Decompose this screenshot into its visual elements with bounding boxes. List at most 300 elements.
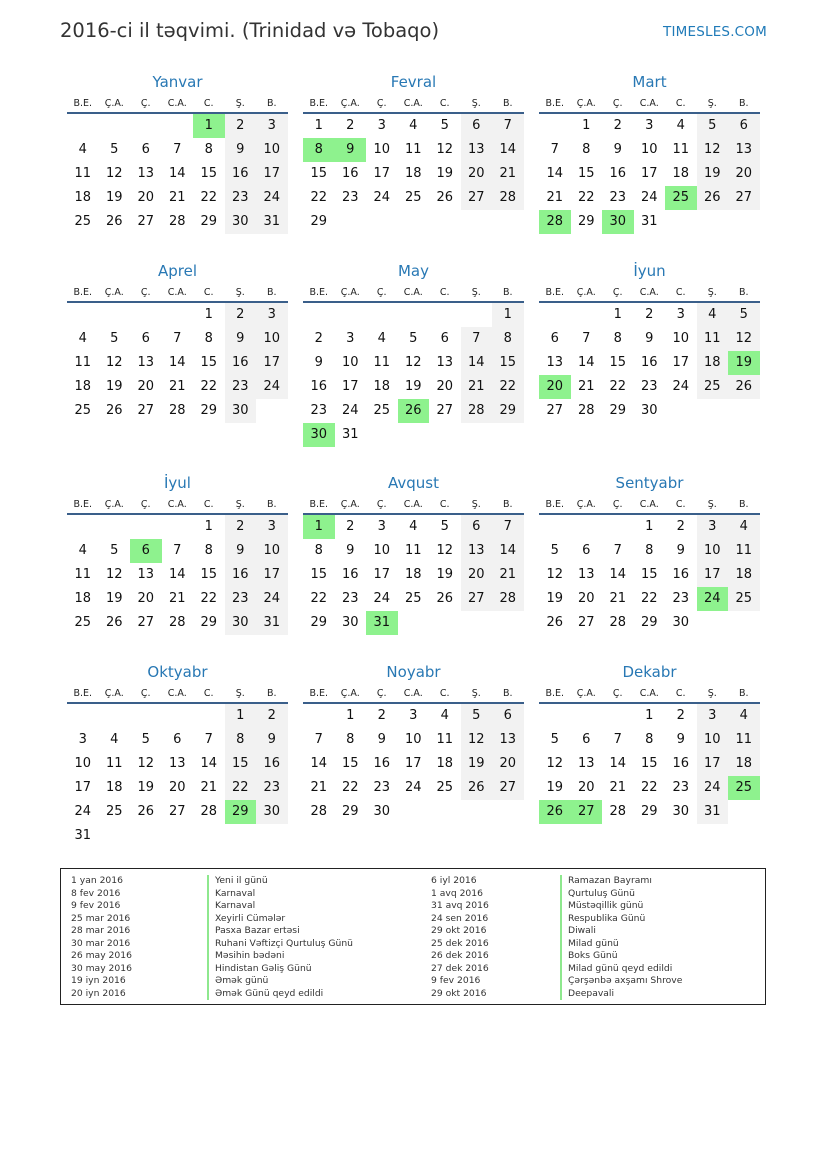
day-cell: 2 xyxy=(225,515,257,539)
day-cell: 26 xyxy=(137,804,155,819)
empty-cell xyxy=(130,303,162,327)
day-cell: 9 xyxy=(346,543,355,558)
weekday-label: C. xyxy=(675,688,686,699)
weekday-label: Ş. xyxy=(471,688,481,699)
holiday-day-cell: 28 xyxy=(539,210,571,234)
holiday-date: 1 avq 2016 xyxy=(431,887,483,899)
day-cell: 13 xyxy=(577,756,595,771)
day-cell: 26 xyxy=(436,190,454,205)
day-cell: 21 xyxy=(609,591,627,606)
weekday-label: Ş. xyxy=(471,499,481,510)
weekday-label: Ç.A. xyxy=(576,287,596,298)
day-cell: 25 xyxy=(404,591,422,606)
weekday-label: C. xyxy=(675,98,686,109)
empty-cell xyxy=(162,303,194,327)
empty-cell xyxy=(602,704,634,728)
weekday-label: C.A. xyxy=(167,688,187,699)
day-cell: 25 xyxy=(373,403,391,418)
day-cell: 15 xyxy=(310,567,328,582)
day-cell: 9 xyxy=(645,331,654,346)
day-cell: 20 xyxy=(168,780,186,795)
holiday-day-cell: 1 xyxy=(193,114,225,138)
day-cell: 1 xyxy=(204,307,213,322)
day-cell: 10 xyxy=(256,138,288,162)
day-cell: 22 xyxy=(200,591,218,606)
day-cell: 2 xyxy=(314,331,323,346)
holiday-day-cell: 20 xyxy=(539,375,571,399)
holiday-dates-col-1 xyxy=(71,875,132,1000)
weekday-label: C.A. xyxy=(403,98,423,109)
day-cell: 31 xyxy=(341,427,359,442)
day-cell: 9 xyxy=(377,732,386,747)
day-cell: 18 xyxy=(373,379,391,394)
holiday-name: Yeni il günü xyxy=(207,875,353,888)
day-cell: 22 xyxy=(225,776,257,800)
weekday-label: B. xyxy=(502,499,513,510)
day-cell: 18 xyxy=(728,752,760,776)
day-cell: 28 xyxy=(492,587,524,611)
weekday-label: B. xyxy=(502,688,513,699)
empty-cell xyxy=(539,303,571,327)
weekday-label: B.E. xyxy=(73,688,93,699)
day-cell: 16 xyxy=(225,162,257,186)
day-cell: 19 xyxy=(697,162,729,186)
day-cell: 5 xyxy=(461,704,493,728)
day-cell: 21 xyxy=(200,780,218,795)
day-cell: 10 xyxy=(697,539,729,563)
weekday-label: Ş. xyxy=(235,287,245,298)
day-cell: 7 xyxy=(613,732,622,747)
day-cell: 4 xyxy=(78,142,87,157)
empty-cell xyxy=(539,515,571,539)
weekday-label: B. xyxy=(738,499,749,510)
weekday-header xyxy=(539,686,760,704)
day-cell: 24 xyxy=(256,375,288,399)
day-cell: 28 xyxy=(200,804,218,819)
day-cell: 27 xyxy=(137,214,155,229)
day-cell: 23 xyxy=(341,591,359,606)
day-cell: 20 xyxy=(577,780,595,795)
day-cell: 17 xyxy=(373,567,391,582)
day-cell: 6 xyxy=(141,331,150,346)
day-cell: 20 xyxy=(728,162,760,186)
weekday-label: Ş. xyxy=(235,98,245,109)
day-cell: 19 xyxy=(105,190,123,205)
day-cell: 1 xyxy=(346,708,355,723)
weekday-label: C.A. xyxy=(167,98,187,109)
weekday-label: Ç.A. xyxy=(340,98,360,109)
weekday-header xyxy=(67,497,288,515)
day-cell: 26 xyxy=(546,615,564,630)
day-cell: 30 xyxy=(672,615,690,630)
day-cell: 8 xyxy=(645,732,654,747)
day-cell: 5 xyxy=(440,118,449,133)
day-cell: 2 xyxy=(225,303,257,327)
day-cell: 27 xyxy=(168,804,186,819)
day-cell: 25 xyxy=(74,403,92,418)
empty-cell xyxy=(162,515,194,539)
day-cell: 12 xyxy=(137,756,155,771)
day-cell: 3 xyxy=(377,118,386,133)
month-calendar xyxy=(539,472,760,635)
holiday-date: 9 fev 2016 xyxy=(71,900,121,911)
month-name: İyun xyxy=(633,262,666,280)
day-cell: 6 xyxy=(582,543,591,558)
days-grid xyxy=(67,515,288,635)
day-cell: 3 xyxy=(645,118,654,133)
day-cell: 25 xyxy=(74,214,92,229)
day-cell: 22 xyxy=(341,780,359,795)
weekday-label: B.E. xyxy=(73,499,93,510)
day-cell: 15 xyxy=(341,756,359,771)
day-cell: 16 xyxy=(640,355,658,370)
day-cell: 15 xyxy=(609,355,627,370)
day-cell: 7 xyxy=(314,732,323,747)
month-calendar xyxy=(303,661,524,824)
day-cell: 31 xyxy=(256,210,288,234)
day-cell: 12 xyxy=(436,543,454,558)
day-cell: 7 xyxy=(613,543,622,558)
weekday-label: Ş. xyxy=(707,688,717,699)
empty-cell xyxy=(67,515,99,539)
weekday-label: Ç.A. xyxy=(104,287,124,298)
day-cell: 5 xyxy=(728,303,760,327)
weekday-header xyxy=(539,497,760,515)
weekday-label: Ş. xyxy=(707,98,717,109)
empty-cell xyxy=(366,303,398,327)
weekday-label: Ç. xyxy=(140,688,151,699)
day-cell: 17 xyxy=(404,756,422,771)
day-cell: 9 xyxy=(225,327,257,351)
day-cell: 8 xyxy=(582,142,591,157)
day-cell: 31 xyxy=(640,214,658,229)
holiday-name: Ramazan Bayramı xyxy=(560,875,682,888)
day-cell: 8 xyxy=(492,327,524,351)
empty-cell xyxy=(571,704,603,728)
day-cell: 22 xyxy=(200,190,218,205)
weekday-label: C.A. xyxy=(639,98,659,109)
empty-cell xyxy=(67,704,99,728)
day-cell: 23 xyxy=(256,776,288,800)
day-cell: 10 xyxy=(373,543,391,558)
day-cell: 1 xyxy=(314,118,323,133)
weekday-label: B. xyxy=(266,688,277,699)
day-cell: 21 xyxy=(546,190,564,205)
day-cell: 22 xyxy=(492,375,524,399)
empty-cell xyxy=(67,303,99,327)
month-name: May xyxy=(397,262,429,280)
day-cell: 21 xyxy=(168,379,186,394)
day-cell: 1 xyxy=(582,118,591,133)
day-cell: 13 xyxy=(492,728,524,752)
holiday-day-cell: 26 xyxy=(398,399,430,423)
days-grid xyxy=(67,303,288,423)
day-cell: 29 xyxy=(341,804,359,819)
month-calendar xyxy=(303,472,524,635)
day-cell: 17 xyxy=(697,752,729,776)
empty-cell xyxy=(162,114,194,138)
day-cell: 8 xyxy=(204,331,213,346)
day-cell: 16 xyxy=(373,756,391,771)
day-cell: 13 xyxy=(137,355,155,370)
day-cell: 21 xyxy=(310,780,328,795)
day-cell: 18 xyxy=(74,591,92,606)
day-cell: 28 xyxy=(577,403,595,418)
day-cell: 19 xyxy=(546,780,564,795)
day-cell: 7 xyxy=(492,114,524,138)
month-calendar xyxy=(67,71,288,234)
day-cell: 6 xyxy=(141,142,150,157)
day-cell: 20 xyxy=(137,190,155,205)
brand-link[interactable]: TIMESLES.COM xyxy=(663,24,767,40)
day-cell: 5 xyxy=(697,114,729,138)
day-cell: 12 xyxy=(105,567,123,582)
holiday-name: Müstəqillik günü xyxy=(560,900,682,913)
weekday-header xyxy=(67,96,288,114)
day-cell: 9 xyxy=(676,732,685,747)
weekday-label: C. xyxy=(203,499,214,510)
holiday-date: 25 mar 2016 xyxy=(71,912,131,924)
month-calendar xyxy=(303,71,524,234)
weekday-label: Ç. xyxy=(612,688,623,699)
holiday-day-cell: 25 xyxy=(665,186,697,210)
weekday-label: Ş. xyxy=(235,688,245,699)
holiday-name: Əmək Günü qeyd edildi xyxy=(207,988,353,1001)
weekday-label: C.A. xyxy=(639,688,659,699)
day-cell: 28 xyxy=(168,403,186,418)
day-cell: 18 xyxy=(105,780,123,795)
weekday-label: B. xyxy=(266,499,277,510)
weekday-label: B. xyxy=(738,287,749,298)
day-cell: 5 xyxy=(110,543,119,558)
day-cell: 24 xyxy=(697,776,729,800)
days-grid xyxy=(67,704,288,848)
day-cell: 22 xyxy=(310,591,328,606)
empty-cell xyxy=(99,515,131,539)
day-cell: 14 xyxy=(168,567,186,582)
weekday-label: B.E. xyxy=(309,688,329,699)
day-cell: 14 xyxy=(609,756,627,771)
day-cell: 4 xyxy=(78,331,87,346)
day-cell: 24 xyxy=(672,379,690,394)
day-cell: 22 xyxy=(640,780,658,795)
day-cell: 25 xyxy=(728,587,760,611)
day-cell: 21 xyxy=(577,379,595,394)
day-cell: 19 xyxy=(404,379,422,394)
day-cell: 7 xyxy=(492,515,524,539)
day-cell: 16 xyxy=(225,563,257,587)
day-cell: 24 xyxy=(256,587,288,611)
day-cell: 27 xyxy=(461,186,493,210)
day-cell: 19 xyxy=(105,591,123,606)
day-cell: 6 xyxy=(728,114,760,138)
day-cell: 24 xyxy=(404,780,422,795)
day-cell: 4 xyxy=(697,303,729,327)
day-cell: 12 xyxy=(436,142,454,157)
day-cell: 15 xyxy=(577,166,595,181)
day-cell: 29 xyxy=(640,804,658,819)
day-cell: 9 xyxy=(225,138,257,162)
day-cell: 21 xyxy=(168,591,186,606)
month-name: Noyabr xyxy=(386,663,441,681)
month-calendar xyxy=(67,661,288,848)
weekday-label: B.E. xyxy=(73,98,93,109)
days-grid xyxy=(303,515,524,635)
day-cell: 19 xyxy=(436,166,454,181)
day-cell: 17 xyxy=(256,162,288,186)
month-calendar xyxy=(67,472,288,635)
holiday-name: Deepavali xyxy=(560,988,682,1001)
day-cell: 16 xyxy=(256,752,288,776)
day-cell: 18 xyxy=(697,351,729,375)
day-cell: 6 xyxy=(440,331,449,346)
day-cell: 7 xyxy=(173,543,182,558)
weekday-header xyxy=(539,96,760,114)
day-cell: 18 xyxy=(74,379,92,394)
day-cell: 23 xyxy=(640,379,658,394)
day-cell: 27 xyxy=(461,587,493,611)
weekday-label: Ç.A. xyxy=(104,688,124,699)
day-cell: 21 xyxy=(492,563,524,587)
day-cell: 9 xyxy=(613,142,622,157)
weekday-label: Ç. xyxy=(376,287,387,298)
holiday-day-cell: 6 xyxy=(130,539,162,563)
day-cell: 11 xyxy=(74,567,92,582)
day-cell: 13 xyxy=(137,567,155,582)
empty-cell xyxy=(539,114,571,138)
weekday-label: Ç. xyxy=(140,287,151,298)
weekday-label: C.A. xyxy=(403,688,423,699)
day-cell: 23 xyxy=(225,587,257,611)
page-title: 2016-ci il təqvimi. (Trinidad və Tobaqo) xyxy=(60,19,440,42)
month-name: Yanvar xyxy=(152,73,203,91)
day-cell: 28 xyxy=(168,214,186,229)
day-cell: 4 xyxy=(110,732,119,747)
holiday-day-cell: 29 xyxy=(225,800,257,824)
day-cell: 6 xyxy=(550,331,559,346)
day-cell: 2 xyxy=(676,519,685,534)
day-cell: 11 xyxy=(74,355,92,370)
day-cell: 28 xyxy=(168,615,186,630)
holiday-name: Milad günü qeyd edildi xyxy=(560,963,682,976)
day-cell: 10 xyxy=(373,142,391,157)
day-cell: 5 xyxy=(409,331,418,346)
day-cell: 20 xyxy=(137,379,155,394)
empty-cell xyxy=(130,114,162,138)
day-cell: 21 xyxy=(461,375,493,399)
weekday-label: Ç. xyxy=(612,287,623,298)
empty-cell xyxy=(571,303,603,327)
holiday-date: 25 dek 2016 xyxy=(431,937,489,949)
day-cell: 3 xyxy=(256,303,288,327)
day-cell: 11 xyxy=(728,539,760,563)
day-cell: 9 xyxy=(225,539,257,563)
day-cell: 10 xyxy=(697,728,729,752)
day-cell: 29 xyxy=(609,403,627,418)
empty-cell xyxy=(571,515,603,539)
day-cell: 5 xyxy=(110,331,119,346)
day-cell: 11 xyxy=(404,142,422,157)
weekday-label: B.E. xyxy=(309,499,329,510)
day-cell: 20 xyxy=(461,162,493,186)
day-cell: 15 xyxy=(200,567,218,582)
day-cell: 25 xyxy=(105,804,123,819)
day-cell: 31 xyxy=(697,800,729,824)
day-cell: 1 xyxy=(613,307,622,322)
days-grid xyxy=(303,704,524,824)
empty-cell xyxy=(335,303,367,327)
day-cell: 29 xyxy=(640,615,658,630)
holiday-day-cell: 27 xyxy=(571,800,603,824)
day-cell: 28 xyxy=(609,804,627,819)
holiday-date: 20 iyn 2016 xyxy=(71,987,126,999)
day-cell: 29 xyxy=(310,615,328,630)
day-cell: 18 xyxy=(672,166,690,181)
day-cell: 2 xyxy=(256,704,288,728)
day-cell: 19 xyxy=(461,752,493,776)
weekday-label: C. xyxy=(675,499,686,510)
day-cell: 1 xyxy=(225,704,257,728)
weekday-label: Ç.A. xyxy=(576,499,596,510)
holiday-date: 8 fev 2016 xyxy=(71,887,121,899)
day-cell: 13 xyxy=(728,138,760,162)
days-grid xyxy=(303,114,524,234)
holiday-name: Diwali xyxy=(560,925,682,938)
holiday-day-cell: 25 xyxy=(728,776,760,800)
day-cell: 28 xyxy=(461,399,493,423)
day-cell: 29 xyxy=(310,214,328,229)
day-cell: 12 xyxy=(105,166,123,181)
day-cell: 15 xyxy=(310,166,328,181)
day-cell: 30 xyxy=(672,804,690,819)
month-name: Oktyabr xyxy=(147,663,208,681)
weekday-label: Ç.A. xyxy=(576,688,596,699)
day-cell: 13 xyxy=(461,138,493,162)
day-cell: 5 xyxy=(141,732,150,747)
day-cell: 6 xyxy=(582,732,591,747)
day-cell: 26 xyxy=(728,375,760,399)
day-cell: 15 xyxy=(200,166,218,181)
day-cell: 10 xyxy=(640,142,658,157)
day-cell: 1 xyxy=(204,519,213,534)
day-cell: 3 xyxy=(377,519,386,534)
month-name: Sentyabr xyxy=(615,474,684,492)
day-cell: 15 xyxy=(640,756,658,771)
day-cell: 22 xyxy=(609,379,627,394)
day-cell: 27 xyxy=(728,186,760,210)
day-cell: 16 xyxy=(341,166,359,181)
empty-cell xyxy=(99,704,131,728)
empty-cell xyxy=(130,704,162,728)
holiday-date: 30 mar 2016 xyxy=(71,937,131,949)
holiday-date: 29 okt 2016 xyxy=(431,987,487,999)
day-cell: 13 xyxy=(546,355,564,370)
day-cell: 12 xyxy=(546,567,564,582)
days-grid xyxy=(539,303,760,423)
day-cell: 14 xyxy=(461,351,493,375)
day-cell: 30 xyxy=(373,804,391,819)
day-cell: 31 xyxy=(256,611,288,635)
day-cell: 26 xyxy=(105,214,123,229)
day-cell: 8 xyxy=(225,728,257,752)
day-cell: 3 xyxy=(78,732,87,747)
holiday-date: 26 may 2016 xyxy=(71,950,132,961)
day-cell: 5 xyxy=(440,519,449,534)
month-name: Fevral xyxy=(390,73,437,91)
weekday-label: C.A. xyxy=(403,499,423,510)
day-cell: 12 xyxy=(697,138,729,162)
weekday-label: B. xyxy=(502,98,513,109)
